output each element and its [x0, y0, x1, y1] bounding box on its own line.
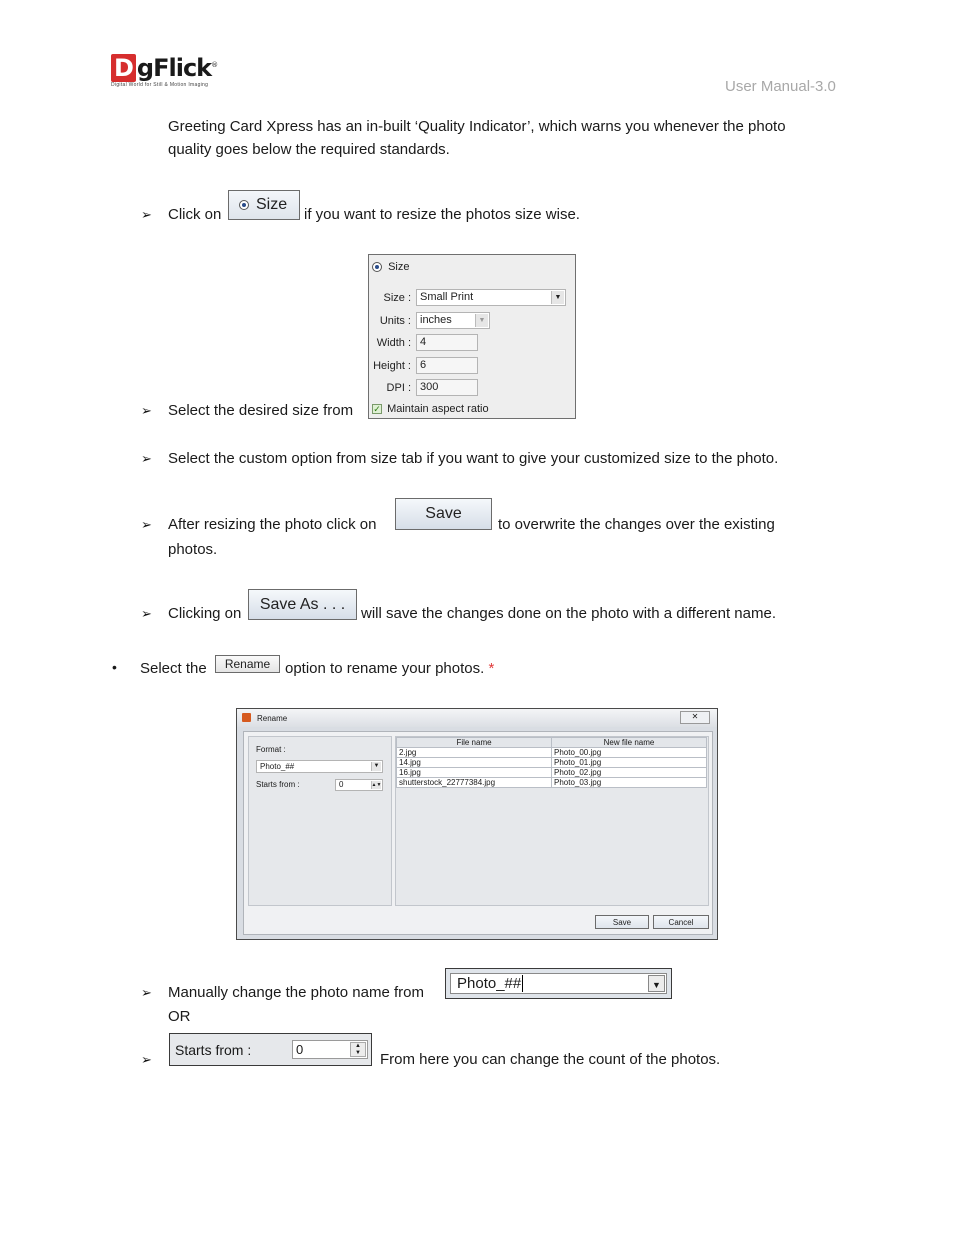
arrow-bullet-icon: ➢	[141, 1052, 152, 1067]
check-icon: ✓	[373, 404, 381, 415]
rename-button[interactable]	[215, 655, 280, 673]
save-as-button[interactable]	[248, 589, 357, 620]
step-save-line2: photos.	[168, 541, 218, 558]
format-dropdown-value: Photo_##	[457, 975, 522, 992]
intro-line-2: quality goes below the required standards.	[168, 141, 450, 158]
dropdown-arrow-icon: ▼	[648, 975, 665, 992]
format-dropdown-large[interactable]	[445, 968, 672, 999]
dialog-title-bar	[237, 709, 717, 727]
starts-from-stepper[interactable]	[335, 779, 383, 791]
file-name-cell: 16.jpg	[397, 768, 552, 778]
arrow-bullet-icon: ➢	[141, 517, 152, 532]
arrow-bullet-icon: ➢	[141, 985, 152, 1000]
new-file-name-cell: Photo_03.jpg	[552, 778, 707, 788]
file-list-panel	[395, 736, 709, 906]
new-file-name-cell: Photo_01.jpg	[552, 758, 707, 768]
units-label: Units :	[379, 315, 411, 327]
save-as-button-label: Save As . . .	[259, 595, 346, 613]
radio-icon	[239, 200, 249, 210]
arrow-bullet-icon: ➢	[141, 606, 152, 621]
height-label: Height :	[373, 360, 411, 372]
step-select-size: Select the desired size from	[168, 402, 354, 419]
dpi-input[interactable]: 300	[416, 379, 478, 396]
logo-letter: D	[111, 54, 136, 82]
required-marker: *	[488, 660, 495, 677]
intro-line-1: Greeting Card Xpress has an in-built ‘Quality Indicator’, which warns you whenever the photo	[168, 118, 786, 135]
column-header-new-file-name[interactable]: New file name	[552, 738, 707, 748]
step-count-after: From here you can change the count of the photos.	[380, 1051, 721, 1068]
units-select[interactable]	[416, 312, 490, 329]
file-name-cell: 14.jpg	[397, 758, 552, 768]
step-save-after: to overwrite the changes over the existing	[498, 516, 775, 533]
format-label: Format :	[256, 745, 286, 754]
arrow-bullet-icon: ➢	[141, 451, 152, 466]
table-row[interactable]	[397, 748, 707, 758]
rename-button-label: Rename	[224, 657, 271, 671]
table-row[interactable]	[397, 778, 707, 788]
table-row[interactable]	[397, 758, 707, 768]
dropdown-arrow-icon: ▼	[551, 291, 564, 304]
app-icon	[242, 713, 251, 722]
size-panel-radio-label: Size	[388, 261, 410, 273]
step-save-before: After resizing the photo click on	[168, 516, 377, 533]
close-icon[interactable]: ✕	[680, 711, 710, 724]
dialog-save-label: Save	[612, 917, 632, 927]
save-button-label: Save	[425, 505, 462, 522]
save-button[interactable]	[395, 498, 492, 530]
starts-from-value: 0	[339, 780, 344, 789]
table-row[interactable]	[397, 768, 707, 778]
logo-text: gFlick	[136, 54, 212, 82]
size-radio-label: Size	[256, 196, 288, 213]
size-select[interactable]	[416, 289, 566, 306]
new-file-name-cell: Photo_00.jpg	[552, 748, 707, 758]
logo: D gFlick® Digital World for Still & Motion Imaging	[111, 54, 218, 88]
step-save-as-before: Clicking on	[168, 605, 242, 622]
logo-tagline: Digital World for Still & Motion Imaging	[111, 82, 209, 88]
or-text: OR	[168, 1008, 191, 1025]
format-dropdown-field[interactable]	[450, 973, 667, 994]
dialog-title: Rename	[257, 714, 288, 723]
aspect-ratio-checkbox[interactable]	[372, 403, 489, 415]
rename-dialog	[236, 708, 718, 940]
starts-from-large	[169, 1033, 372, 1066]
spinner-icon[interactable]: ▲ ▼	[350, 1042, 366, 1057]
starts-from-large-value: 0	[296, 1042, 304, 1057]
column-header-file-name[interactable]: File name	[397, 738, 552, 748]
dialog-body	[243, 731, 713, 935]
step-size-before: Click on	[168, 206, 222, 223]
format-select-value: Photo_##	[260, 762, 295, 771]
arrow-bullet-icon: ➢	[141, 403, 152, 418]
bullet-rename-text: option to rename your photos.	[285, 660, 485, 677]
size-panel-radio[interactable]	[372, 261, 409, 273]
format-select[interactable]	[256, 760, 383, 773]
dropdown-arrow-icon: ▼	[475, 314, 488, 327]
units-select-value: inches	[420, 314, 452, 326]
size-radio-button[interactable]	[228, 190, 300, 220]
radio-icon	[372, 262, 382, 272]
dialog-cancel-button[interactable]	[653, 915, 709, 929]
bullet-dot-icon: •	[112, 659, 117, 675]
spinner-icon: ▲▼	[371, 782, 382, 788]
file-name-cell: shutterstock_22777384.jpg	[397, 778, 552, 788]
file-name-cell: 2.jpg	[397, 748, 552, 758]
size-label: Size :	[383, 292, 411, 304]
height-input[interactable]: 6	[416, 357, 478, 374]
size-panel	[368, 254, 576, 419]
arrow-bullet-icon: ➢	[141, 207, 152, 222]
step-size-after: if you want to resize the photos size wise.	[304, 206, 580, 223]
starts-from-large-label: Starts from :	[175, 1042, 252, 1058]
new-file-name-cell: Photo_02.jpg	[552, 768, 707, 778]
step-custom: Select the custom option from size tab if you want to give your customized size to the photo.	[168, 450, 779, 467]
manual-version: User Manual-3.0	[725, 78, 836, 95]
starts-from-label: Starts from :	[256, 780, 300, 789]
bullet-rename-before: Select the	[140, 660, 207, 677]
table-header-row	[397, 738, 707, 748]
step-manual-before: Manually change the photo name from	[168, 984, 424, 1001]
dialog-cancel-label: Cancel	[668, 917, 694, 927]
size-select-value: Small Print	[420, 291, 474, 303]
width-label: Width :	[376, 337, 411, 349]
step-save-as-after: will save the changes done on the photo with a different name.	[361, 605, 776, 622]
file-table	[396, 737, 707, 788]
aspect-ratio-label: Maintain aspect ratio	[387, 403, 489, 415]
bullet-rename-after	[285, 658, 494, 680]
dpi-label: DPI :	[386, 382, 411, 394]
rename-options-panel	[248, 736, 392, 906]
dropdown-arrow-icon: ▼	[371, 762, 381, 771]
width-input[interactable]: 4	[416, 334, 478, 351]
dialog-save-button[interactable]	[595, 915, 649, 929]
starts-from-large-stepper[interactable]	[292, 1040, 368, 1059]
